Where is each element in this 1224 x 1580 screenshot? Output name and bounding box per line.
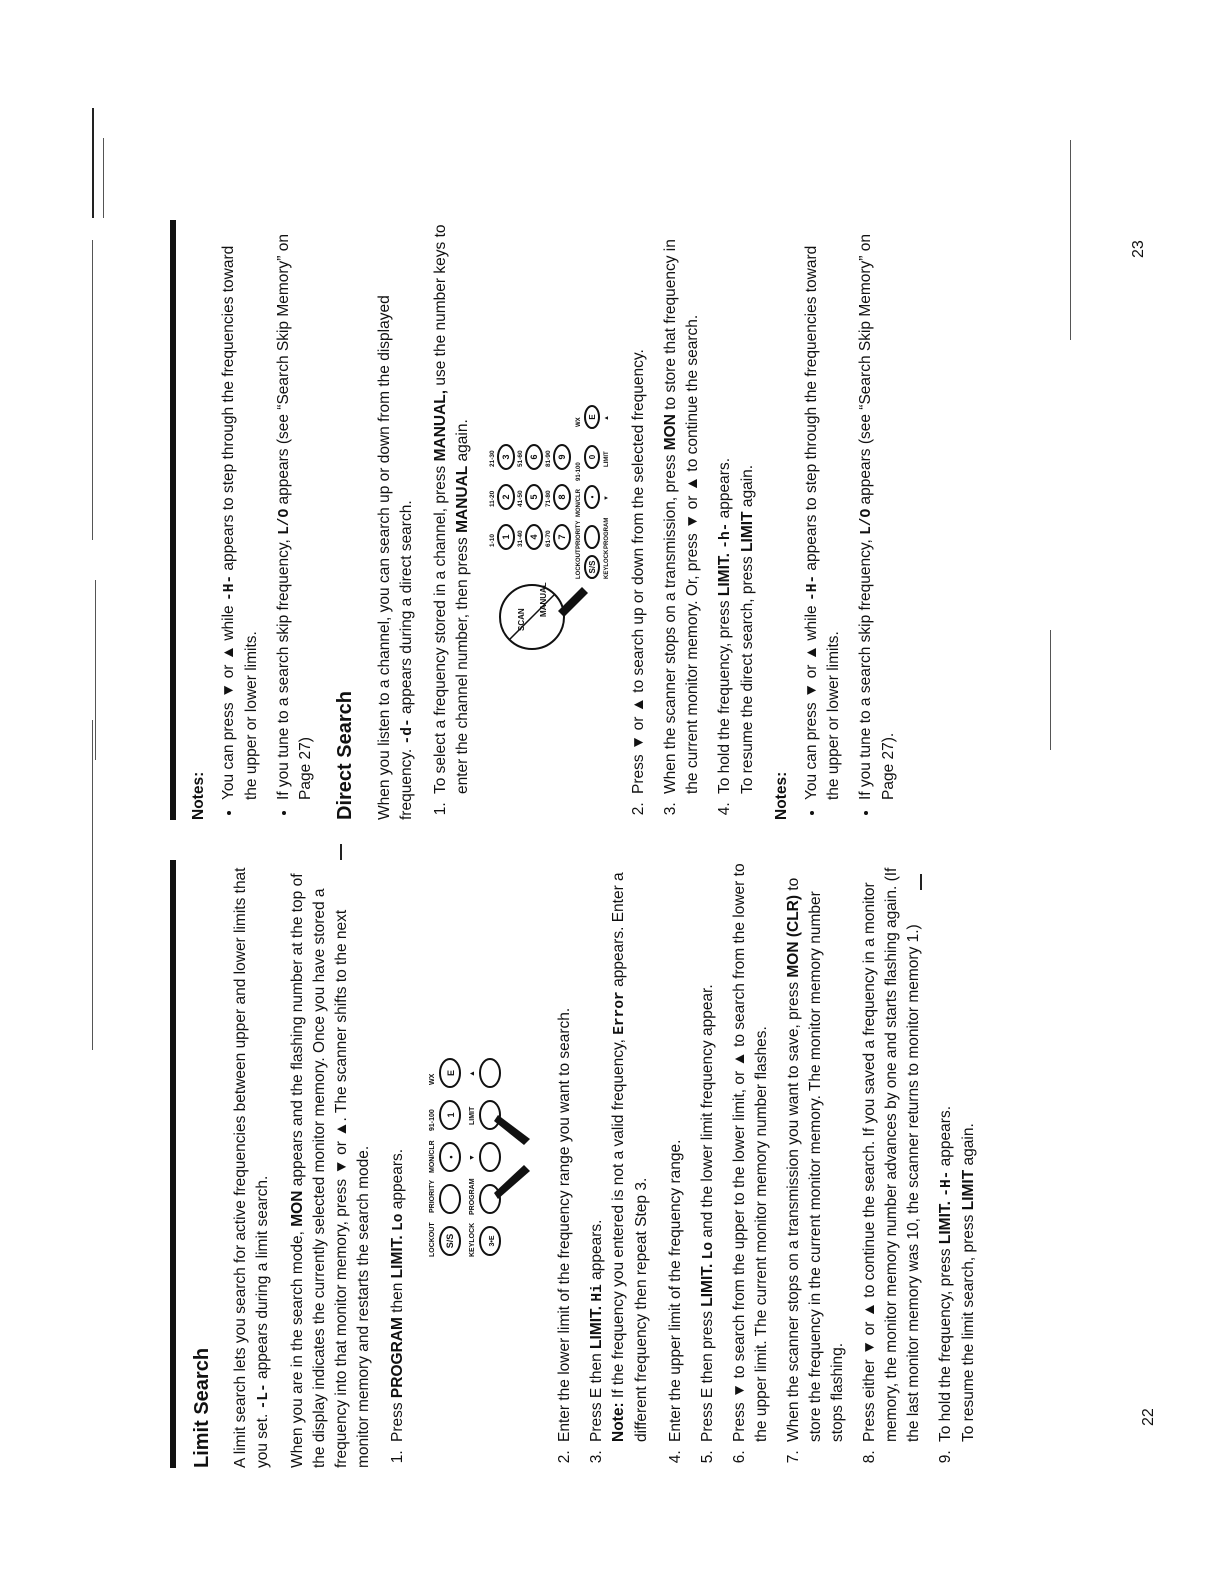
key-limit [480,1101,500,1129]
key-label-lockout: LOCKOUT [428,1222,436,1257]
svg-text:0: 0 [588,454,598,460]
svg-text:9: 9 [557,454,568,460]
svg-text:LOCKOUT: LOCKOUT [576,549,583,579]
step-6: 6. Press ▼ to search from the upper to the lower limit, or ▲ to search from the lower to the upper limit. The current monitor memory number flashes. [729,860,773,1446]
key-down [480,1143,500,1171]
keypad-figure-manual [484,357,614,657]
svg-text:E: E [588,414,598,420]
left-page-column [170,860,992,1468]
step-9: 9. To hold the frequency, press LIMIT. -H- appears. To resume the limit search, press LIMIT again. [935,860,980,1446]
step-1: 1. Press PROGRAM then LIMIT. Lo appears. LOCKOUT PRIORITY MON/CLR 91-100 WX S/S • 1 E KEYLOCK PROGRAM ▼ LIMIT ▲ 3•E [387,860,540,1446]
step-4: 4. To hold the frequency, press LIMIT. -h- appears. To resume the direct search, press LIMIT again. [714,220,759,798]
svg-text:2: 2 [501,494,512,500]
scan-artifact-line [1050,630,1051,750]
key-priority [585,526,599,548]
step-1: 1. To select a frequency stored in a channel, press MANUAL, use the number keys to enter the channel number, then press MANUAL again. SCAN MANUAL 1-10 11-20 21-30 31-40 41-50 51-60 61-70 71-80 81-90 1 2 3 4 5 6 7 8 9 LOCKOUT PRIORITY MON/CLR 91-100 WX S/S • 0 E KEYLOCK PROGRAM ▼ LIMIT ▲ [430,220,614,798]
dial-label-scan: SCAN [517,608,527,631]
scan-artifact-line [92,240,93,540]
svg-text:S/S: S/S [444,1233,455,1249]
svg-text:61-70: 61-70 [545,530,553,547]
key-label-wx: WX [428,1073,436,1085]
svg-text:KEYLOCK: KEYLOCK [604,549,611,579]
key-label-program: PROGRAM [468,1178,476,1215]
scan-artifact-line [1070,140,1071,340]
svg-text:21-30: 21-30 [489,450,497,467]
scan-artifact-line [103,138,104,218]
step-8: 8. Press either ▼ or ▲ to continue the search. If you saved a frequency in a monitor memory, the monitor memory number advances by one and starts flashing again. (If the last monitor memory was 10, the scanner returns to monitor memory 1.) [859,860,925,1446]
svg-text:▲: ▲ [604,415,611,421]
key-label-priority: PRIORITY [428,1179,436,1213]
step-2: 2. Enter the lower limit of the frequency range you want to search. [554,860,576,1446]
svg-text:WX: WX [576,417,583,427]
key-priority [440,1185,460,1213]
scan-artifact-line [92,720,93,1050]
step-7: 7. When the scanner stops on a transmission you want to save, press MON (CLR) to store the frequency in the current monitor memory. The monitor memory number stops flashing. [783,860,849,1446]
svg-text:LIMIT: LIMIT [604,451,611,467]
note-item: • If you tune to a search skip frequency, L/O appears (see “Search Skip Memory” on Page 27). [855,220,900,800]
svg-text:1: 1 [445,1112,456,1118]
svg-text:E: E [445,1069,456,1077]
scan-artifact-line [95,580,96,760]
step-5: 5. Press E then press LIMIT. Lo and the lower limit frequency appear. [697,860,720,1446]
svg-text:3•E: 3•E [488,1235,496,1247]
svg-text:81-90: 81-90 [545,450,553,467]
svg-text:1: 1 [501,534,512,540]
note-item: • You can press ▼ or ▲ while -H- appears to step through the frequencies toward the upper or lower limits. [801,220,846,800]
svg-text:7: 7 [557,534,568,540]
svg-text:6: 6 [529,454,540,460]
svg-text:41-50: 41-50 [517,490,525,507]
page-number-right: 23 [1130,240,1147,258]
svg-text:S/S: S/S [588,560,598,574]
svg-text:5: 5 [529,494,540,500]
step-3-note: Note: If the frequency you entered is not a valid frequency, Error appears. Enter a different frequency then repeat Step 3. [610,872,650,1442]
svg-text:11-20: 11-20 [489,490,497,507]
svg-text:8: 8 [557,494,568,500]
key-label-91-100: 91-100 [428,1109,436,1131]
dial-label-manual: MANUAL [539,582,549,617]
keypad-illustration-manual [484,220,614,794]
limit-search-steps [387,860,980,1468]
svg-text:4: 4 [529,534,540,540]
svg-text:31-40: 31-40 [517,530,525,547]
step-9-resume: To resume the limit search, press LIMIT again. [959,1123,977,1442]
svg-text:71-80: 71-80 [545,490,553,507]
svg-text:3: 3 [501,454,512,460]
arrow-to-program-icon [494,1165,530,1199]
svg-text:PROGRAM: PROGRAM [604,517,611,549]
limit-search-mode-paragraph: When you are in the search mode, MON appears and the flashing number at the top of the display indicates the currently selected monitor memory. Once you have stored a frequency into that monitor memory, press ▼ or ▲. The scanner shifts to the next monitor memory and restarts the search mode. [288,873,372,1468]
step-3: 3. Press E then LIMIT. Hi appears. Note: If the frequency you entered is not a valid frequency, Error appears. Enter a different frequency then repeat Step 3. [586,860,653,1446]
arrow-to-manual-icon [558,587,588,617]
margin-tick [340,844,342,860]
step-4: 4. Enter the upper limit of the frequency range. [665,860,687,1446]
key-label-keylock: KEYLOCK [468,1222,476,1257]
notes-list [218,220,317,820]
key-program [480,1185,500,1213]
direct-search-intro: When you listen to a channel, you can search up or down from the displayed frequency. -d- appears during a direct search. [375,295,416,820]
step-4-resume: To resume the direct search, press LIMIT again. [738,464,756,794]
heading-rule [170,220,176,820]
key-label-down: ▼ [468,1154,476,1161]
keypad-figure [420,1041,540,1261]
limit-search-title: Limit Search [191,1347,213,1468]
notes-list-2 [801,220,900,820]
step-3: 3. When the scanner stops on a transmission, press MON to store that frequency in the current monitor memory. Or, press ▼ or ▲ to continue the search. [660,220,704,798]
svg-text:1-10: 1-10 [489,533,497,547]
limit-search-intro: A limit search lets you search for active frequencies between upper and lower limits that you set. -L- appears during a limit search. [232,867,273,1468]
key-label-limit: LIMIT [468,1106,476,1125]
arrow-to-limit-icon [494,1115,530,1145]
note-item: • If you tune to a search skip frequency, L/O appears (see “Search Skip Memory” on Page 27) [273,220,318,800]
key-label-up: ▲ [468,1070,476,1077]
keypad-illustration-program-limit [420,860,540,1442]
note-item: • You can press ▼ or ▲ while -H- appears to step through the frequencies toward the upper or lower limits. [218,220,263,800]
right-page-column [170,220,914,820]
svg-text:•: • [445,1155,456,1159]
notes-title-2: Notes: [772,771,790,820]
svg-text:PRIORITY: PRIORITY [576,520,583,549]
step-2: 2. Press ▼ or ▲ to search up or down from the selected frequency. [628,220,650,798]
svg-text:51-60: 51-60 [517,450,525,467]
svg-text:▼: ▼ [604,495,611,501]
notes-title: Notes: [190,771,207,820]
svg-text:•: • [588,495,598,499]
scan-artifact-line [92,108,94,218]
svg-text:91-100: 91-100 [576,462,583,481]
direct-search-steps [430,220,759,820]
key-up [480,1059,500,1087]
svg-text:MON/CLR: MON/CLR [576,489,583,517]
direct-search-title: Direct Search [334,691,357,820]
key-label-monclr: MON/CLR [428,1140,436,1173]
page-number-left: 22 [1140,1408,1157,1426]
heading-rule [170,860,176,1468]
